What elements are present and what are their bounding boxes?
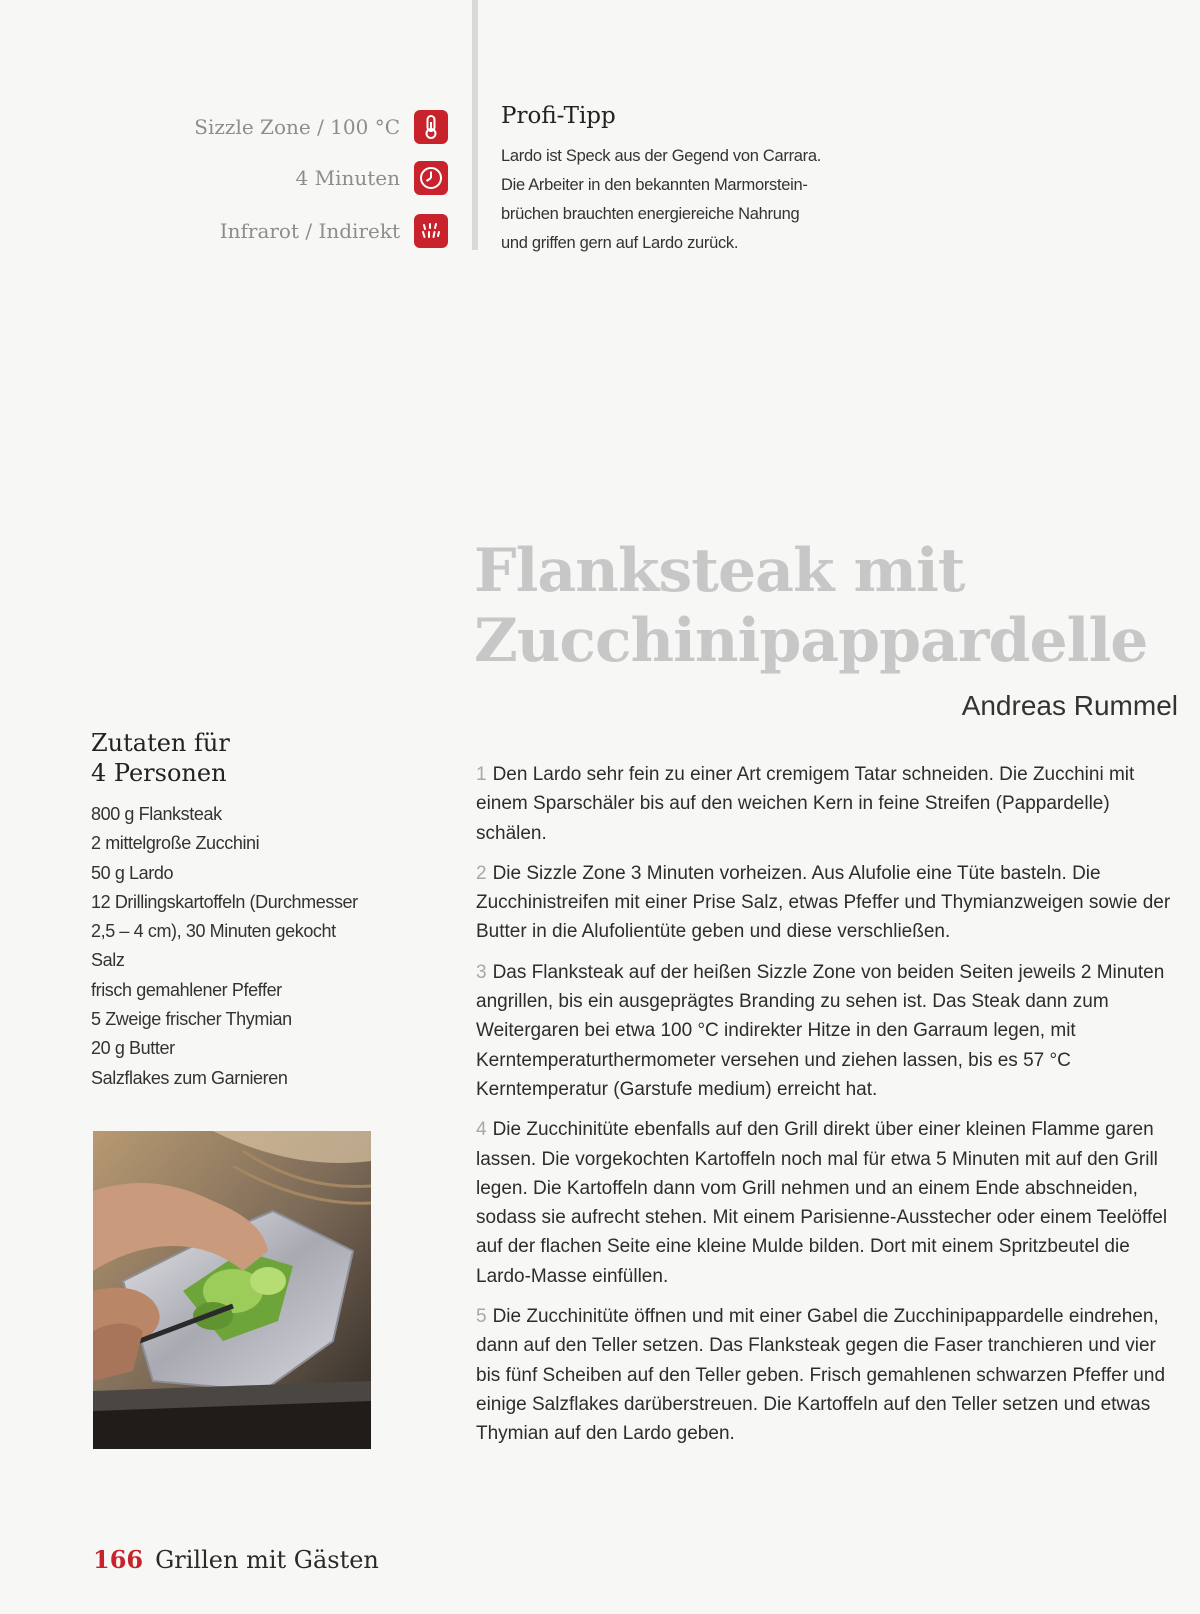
- step-number: 1: [476, 764, 487, 785]
- ingredient-item: Salzflakes zum Garnieren: [91, 1067, 288, 1088]
- info-temperature: [194, 110, 448, 144]
- ingredient-item: Salz: [91, 950, 125, 971]
- recipe-title-line: Zucchinipappardelle: [474, 606, 1148, 676]
- recipe-author: Andreas Rummel: [961, 690, 1178, 721]
- page-footer: [93, 1545, 379, 1574]
- info-heat-label: Infrarot / Indirekt: [219, 219, 400, 243]
- ingredients-title-line: 4 Personen: [91, 759, 227, 787]
- page-number: 166: [93, 1545, 144, 1574]
- recipe-title-line: Flanksteak mit: [474, 536, 965, 606]
- ingredient-item: 12 Drillingskartoffeln (Durchmesser: [91, 891, 358, 912]
- tip-line: Lardo ist Speck aus der Gegend von Carrara.: [501, 147, 822, 165]
- tip-line: Die Arbeiter in den bekannten Marmorstein-: [501, 176, 808, 194]
- info-heat: [220, 214, 448, 248]
- step-item: [476, 958, 1176, 1104]
- step-item: [476, 859, 1176, 947]
- step-text: Die Zucchinitüte öffnen und mit einer Gabel die Zucchinipappardelle eindrehen, dann auf den Teller setzen. Das Flanksteak gegen die Faser tranchieren und vier bis fünf Scheiben auf den Teller geben. Frisch gemahlenen schwarzen Pfeffer und einige Salzflakes darüberstreuen. Die Kartoffeln auf den Teller setzen und etwas Thymian auf den Lardo geben.: [476, 1306, 1166, 1445]
- tip-title: Profi-Tipp: [501, 103, 616, 129]
- vertical-divider: [472, 0, 478, 250]
- tip-text: [501, 142, 831, 258]
- step-text: Das Flanksteak auf der heißen Sizzle Zone von beiden Seiten jeweils 2 Minuten angrillen, bis ein ausgeprägtes Branding zu sehen ist. Das Steak dann zum Weitergaren bei etwa 100 °C indirekter Hitze in den Garraum legen, mit Kerntemperaturthermometer versehen und ziehen lassen, bis es 57 °C Kerntemperatur (Garstufe medium) erreicht hat.: [476, 961, 1165, 1100]
- timer-icon: [414, 161, 448, 195]
- step-item: [476, 760, 1176, 848]
- infrared-icon: [414, 214, 448, 248]
- ingredient-item: 800 g Flanksteak: [91, 804, 222, 824]
- tip-line: und griffen gern auf Lardo zurück.: [501, 234, 739, 252]
- ingredient-item: 5 Zweige frischer Thymian: [91, 1009, 292, 1030]
- info-time-label: 4 Minuten: [295, 166, 400, 190]
- section-title: Grillen mit Gästen: [155, 1546, 379, 1574]
- thermometer-icon: [414, 110, 448, 144]
- ingredient-item: frisch gemahlener Pfeffer: [91, 979, 282, 1000]
- ingredient-item: 20 g Butter: [91, 1038, 175, 1059]
- ingredient-item: 50 g Lardo: [91, 862, 174, 883]
- info-time: [296, 161, 448, 195]
- ingredients-title-line: Zutaten für: [91, 729, 230, 757]
- step-text: Die Zucchinitüte ebenfalls auf den Grill direkt über einer kleinen Flamme garen lassen. Die vorgekochten Kartoffeln noch mal für etwa 5 Minuten mit auf den Grill legen. Die Kartoffeln dann vom Grill nehmen und an einem Ende abschneiden, sodass sie aufrecht stehen. Mit einem Parisienne-Ausstecher oder einem Teelöffel auf der flachen Seite eine kleine Mulde bilden. Dort mit einem Spritzbeutel die Lardo-Masse einfüllen.: [476, 1119, 1168, 1287]
- step-item: [476, 1115, 1176, 1291]
- recipe-title: [474, 536, 1147, 676]
- step-text: Die Sizzle Zone 3 Minuten vorheizen. Aus Alufolie eine Tüte basteln. Die Zucchinistreifen mit einer Prise Salz, etwas Pfeffer und Thymianzweigen sowie der Butter in die Alufolientüte geben und diese verschließen.: [476, 862, 1171, 943]
- step-item: [476, 1302, 1176, 1448]
- step-number: 3: [476, 961, 487, 983]
- recipe-photo: [93, 1131, 371, 1449]
- step-number: 2: [476, 862, 487, 884]
- step-number: 5: [476, 1306, 487, 1328]
- ingredients-list: [91, 800, 358, 1093]
- ingredient-item: 2 mittelgroße Zucchini: [91, 833, 260, 854]
- ingredient-item: 2,5 – 4 cm), 30 Minuten gekocht: [91, 921, 336, 942]
- tip-line: brüchen brauchten energiereiche Nahrung: [501, 205, 800, 223]
- step-number: 4: [476, 1119, 487, 1141]
- step-text: Den Lardo sehr fein zu einer Art cremigem Tatar schneiden. Die Zucchini mit einem Sparschäler bis auf den weichen Kern in feine Streifen (Pappardelle) schälen.: [476, 764, 1135, 844]
- instructions: [476, 760, 1176, 1460]
- ingredients-title: [91, 728, 230, 788]
- info-temperature-label: Sizzle Zone / 100 °C: [194, 115, 400, 139]
